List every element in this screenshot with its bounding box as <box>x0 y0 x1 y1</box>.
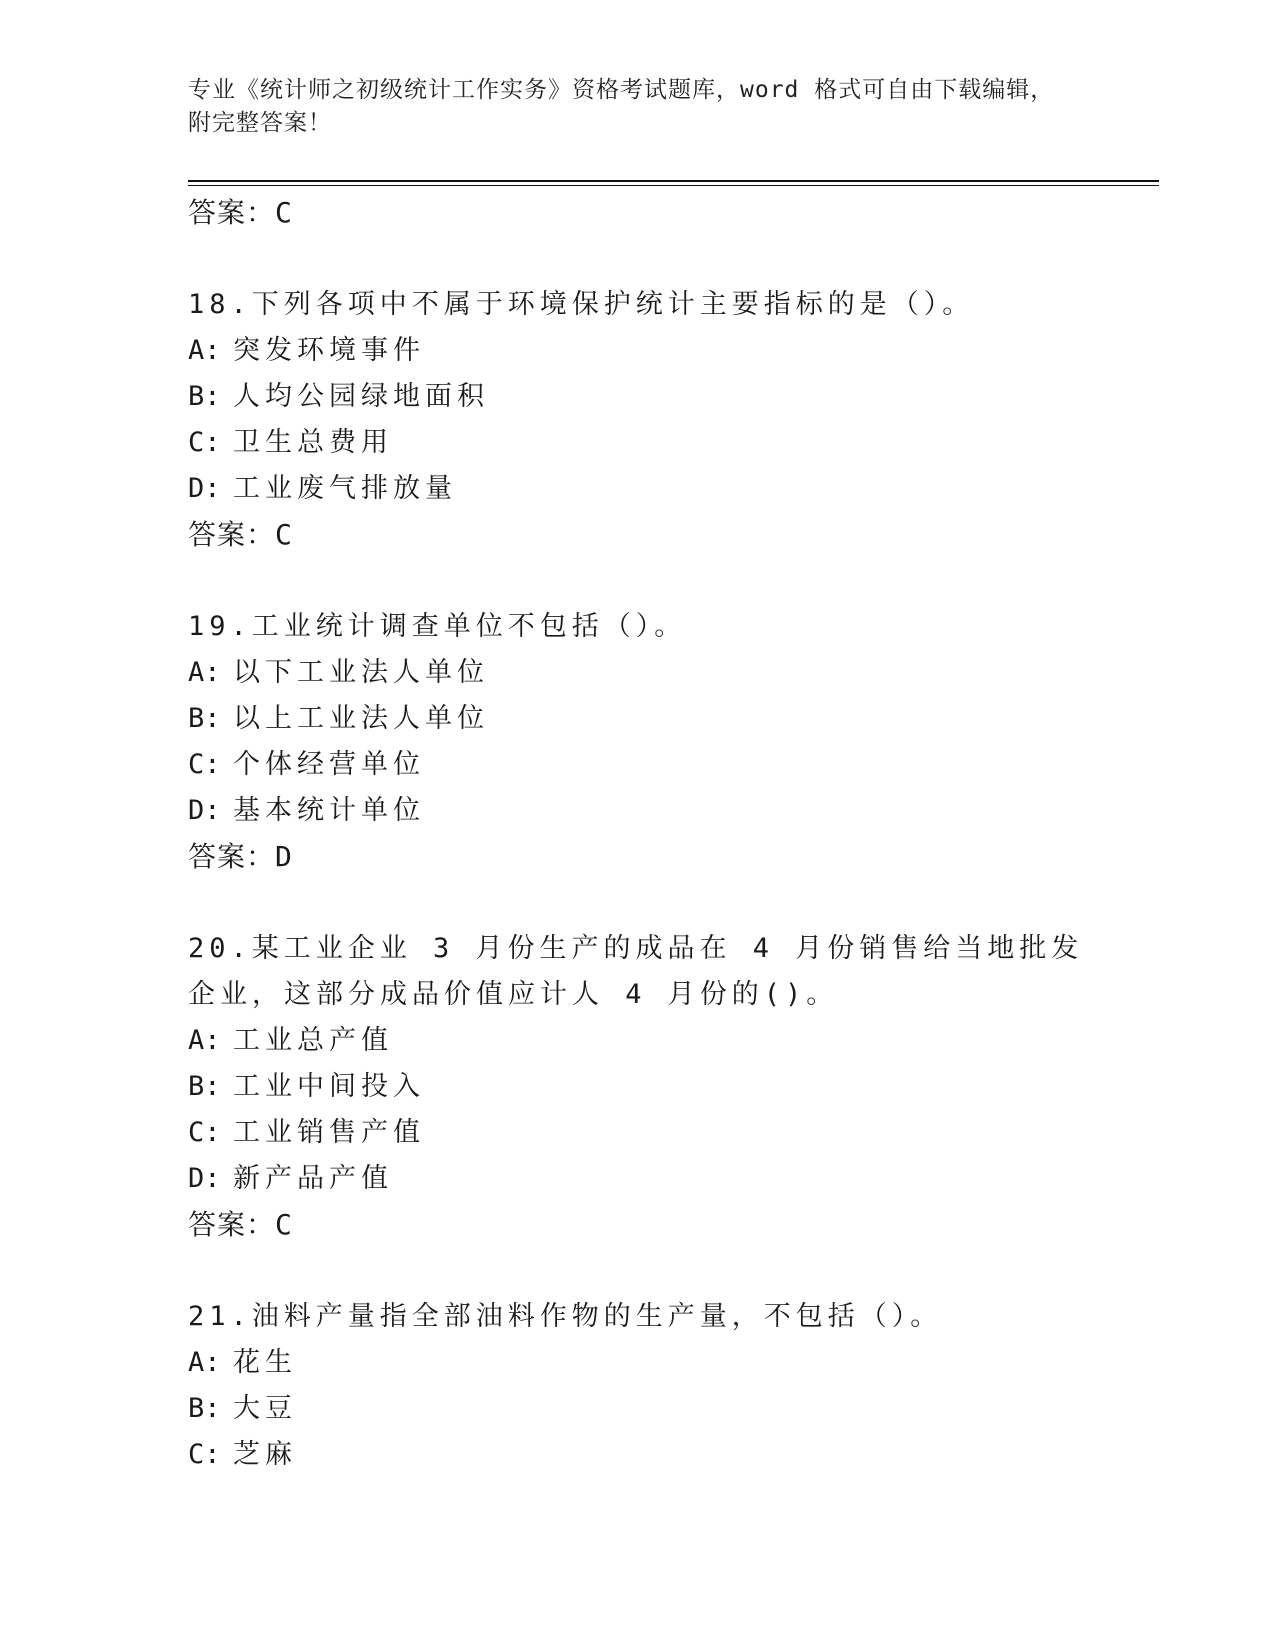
answer-line <box>188 190 1088 236</box>
option-label: C: <box>188 1439 221 1470</box>
question-stem: 19.工业统计调查单位不包括（）。 <box>188 611 687 642</box>
option-label: B: <box>188 381 221 412</box>
question-stem: 21.油料产量指全部油料作物的生产量，不包括（）。 <box>188 1301 943 1332</box>
question-stem: 18.下列各项中不属于环境保护统计主要指标的是（）。 <box>188 289 975 320</box>
header-line-1: 专业《统计师之初级统计工作实务》资格考试题库，word 格式可自由下载编辑， <box>188 77 1055 103</box>
option-text: 芝麻 <box>233 1439 297 1470</box>
answer-value: C <box>275 196 293 229</box>
answer-line <box>188 1202 1088 1248</box>
option-text: 以上工业法人单位 <box>233 703 489 734</box>
option-row <box>188 374 1088 420</box>
header-divider-thick <box>188 180 1159 182</box>
answer-prefix: 答案： <box>188 196 276 229</box>
option-text: 个体经营单位 <box>233 749 425 780</box>
option-text: 新产品产值 <box>233 1163 393 1194</box>
option-label: C: <box>188 427 221 458</box>
option-label: A: <box>188 335 221 366</box>
answer-prefix: 答案： <box>188 518 276 551</box>
option-text: 工业中间投入 <box>233 1071 425 1102</box>
question-stem: 20.某工业企业 3 月份生产的成品在 4 月份销售给当地批发企业，这部分成品价值应计人 4 月份的()。 <box>188 933 1084 1010</box>
option-label: B: <box>188 1071 221 1102</box>
option-label: A: <box>188 657 221 688</box>
option-text: 突发环境事件 <box>233 335 425 366</box>
option-label: D: <box>188 795 221 826</box>
header-line-2: 附完整答案！ <box>188 110 332 136</box>
option-label: B: <box>188 703 221 734</box>
question-block <box>188 1294 1088 1478</box>
question-list <box>188 190 1088 1478</box>
question-block <box>188 604 1088 880</box>
option-row <box>188 466 1088 512</box>
option-row <box>188 1156 1088 1202</box>
option-row <box>188 1018 1088 1064</box>
option-label: A: <box>188 1025 221 1056</box>
question-block <box>188 926 1088 1248</box>
answer-line <box>188 512 1088 558</box>
option-row <box>188 650 1088 696</box>
answer-value: C <box>275 518 293 551</box>
option-label: D: <box>188 1163 221 1194</box>
header-divider-thin <box>188 185 1159 186</box>
option-text: 人均公园绿地面积 <box>233 381 489 412</box>
option-text: 以下工业法人单位 <box>233 657 489 688</box>
option-row <box>188 1064 1088 1110</box>
option-text: 花生 <box>233 1347 297 1378</box>
option-text: 卫生总费用 <box>233 427 393 458</box>
option-text: 工业总产值 <box>233 1025 393 1056</box>
option-text: 工业废气排放量 <box>233 473 457 504</box>
option-label: B: <box>188 1393 221 1424</box>
option-row <box>188 788 1088 834</box>
answer-prefix: 答案： <box>188 840 276 873</box>
option-text: 大豆 <box>233 1393 297 1424</box>
option-row <box>188 1110 1088 1156</box>
option-row <box>188 1340 1088 1386</box>
option-label: D: <box>188 473 221 504</box>
answer-value: C <box>275 1208 293 1241</box>
option-text: 工业销售产值 <box>233 1117 425 1148</box>
option-label: A: <box>188 1347 221 1378</box>
option-row <box>188 420 1088 466</box>
answer-prefix: 答案： <box>188 1208 276 1241</box>
option-label: C: <box>188 1117 221 1148</box>
question-block <box>188 282 1088 558</box>
option-text: 基本统计单位 <box>233 795 425 826</box>
option-label: C: <box>188 749 221 780</box>
document-header <box>188 74 1088 140</box>
answer-line <box>188 834 1088 880</box>
option-row <box>188 328 1088 374</box>
answer-value: D <box>275 840 293 873</box>
option-row <box>188 1432 1088 1478</box>
option-row <box>188 696 1088 742</box>
option-row <box>188 1386 1088 1432</box>
option-row <box>188 742 1088 788</box>
